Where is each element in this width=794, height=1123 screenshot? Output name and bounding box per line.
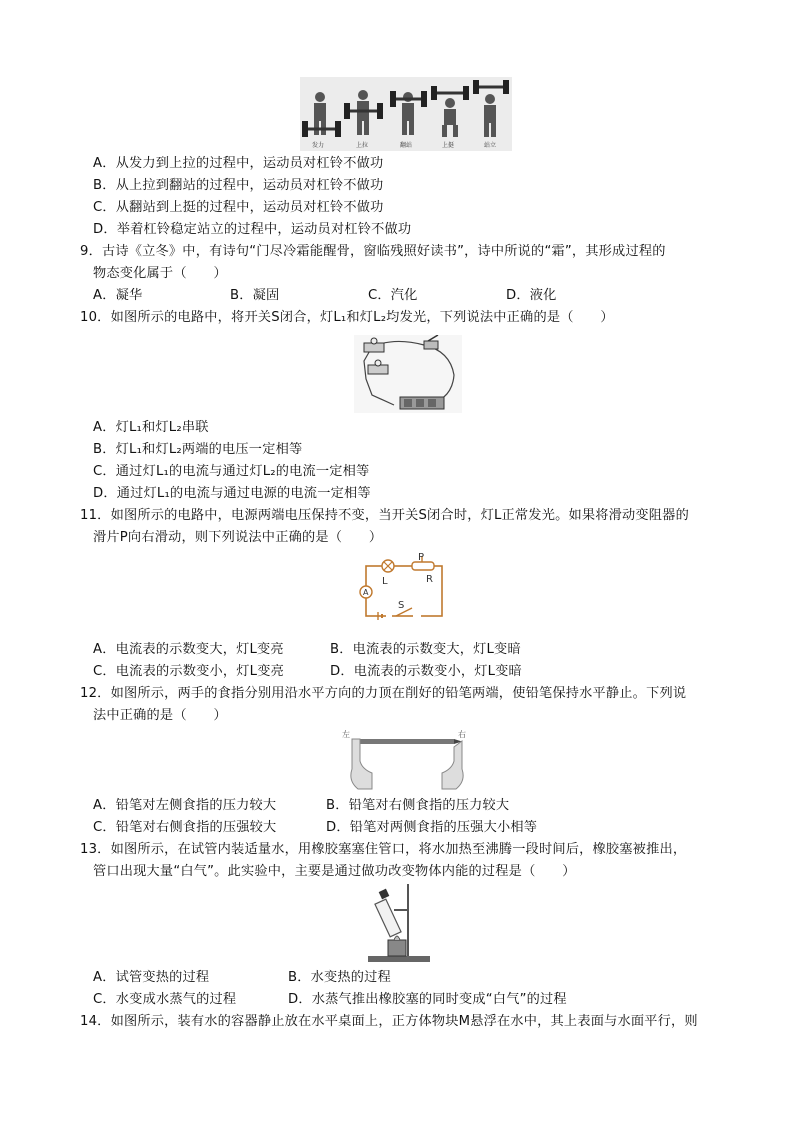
q10-stem: 10．如图所示的电路中，将开关S闭合，灯L₁和灯L₂均发光，下列说法中正确的是（ ） [80, 310, 614, 325]
q9-stem-line-1: 9．古诗《立冬》中，有诗句“门尽冷霜能醒骨，窗临残照好读书”，诗中所说的“霜”，其形成过程的 [80, 244, 666, 259]
q9-option-a: A．凝华 [93, 288, 143, 303]
q12-pencil-figure [338, 725, 472, 793]
fig-label-2: 上拉 [356, 142, 369, 149]
q8-option-d: D．举着杠铃稳定站立的过程中，运动员对杠铃不做功 [93, 222, 412, 237]
q11-circuit-figure [356, 552, 450, 624]
fig-label-5: 站立 [484, 142, 497, 149]
q12-stem-line-2: 法中正确的是（ ） [93, 708, 227, 723]
q10-option-c: C．通过灯L₁的电流与通过灯L₂的电流一定相等 [93, 464, 370, 479]
q13-option-d: D．水蒸气推出橡胶塞的同时变成“白气”的过程 [288, 992, 567, 1007]
label-r: R [426, 574, 433, 585]
q13-option-a: A．试管变热的过程 [93, 970, 210, 985]
q9-option-d: D．液化 [506, 288, 557, 303]
label-l: L [382, 576, 388, 587]
q11-option-b: B．电流表的示数变大，灯L变暗 [330, 642, 521, 657]
q8-option-a: A．从发力到上拉的过程中，运动员对杠铃不做功 [93, 156, 384, 171]
label-s: S [398, 600, 405, 611]
q13-stem-line-2: 管口出现大量“白气”。此实验中，主要是通过做功改变物体内能的过程是（ ） [93, 864, 576, 879]
q8-option-c: C．从翻站到上挺的过程中，运动员对杠铃不做功 [93, 200, 384, 215]
q9-option-c: C．汽化 [368, 288, 418, 303]
q12-option-a: A．铅笔对左侧食指的压力较大 [93, 798, 277, 813]
fig-label-4: 上挺 [442, 142, 455, 149]
q12-option-d: D．铅笔对两侧食指的压强大小相等 [326, 820, 538, 835]
label-right: 右 [458, 730, 466, 739]
q9-option-b: B．凝固 [230, 288, 280, 303]
q14-stem-line-1: 14．如图所示，装有水的容器静止放在水平桌面上，正方体物块M悬浮在水中，其上表面与水面平行，则 [80, 1014, 698, 1029]
label-a: A [363, 588, 369, 597]
label-p: P [418, 552, 425, 563]
fig-label-3: 翻站 [400, 142, 413, 149]
q11-option-a: A．电流表的示数变大，灯L变亮 [93, 642, 284, 657]
q11-stem-line-1: 11．如图所示的电路中，电源两端电压保持不变，当开关S闭合时，灯L正常发光。如果将滑动变阻器的 [80, 508, 689, 523]
q11-stem-line-2: 滑片P向右滑动，则下列说法中正确的是（ ） [93, 530, 383, 545]
q10-circuit-figure [354, 335, 462, 413]
q13-option-c: C．水变成水蒸气的过程 [93, 992, 237, 1007]
q13-test-tube-figure [364, 880, 438, 964]
q13-option-b: B．水变热的过程 [288, 970, 391, 985]
q12-stem-line-1: 12．如图所示，两手的食指分别用沿水平方向的力顶在削好的铅笔两端，使铅笔保持水平静止。下列说 [80, 686, 687, 701]
q10-option-b: B．灯L₁和灯L₂两端的电压一定相等 [93, 442, 303, 457]
q13-stem-line-1: 13．如图所示，在试管内装适量水，用橡胶塞塞住管口，将水加热至沸腾一段时间后，橡胶塞被推出， [80, 842, 687, 857]
q12-option-b: B．铅笔对右侧食指的压力较大 [326, 798, 510, 813]
q11-option-c: C．电流表的示数变小，灯L变亮 [93, 664, 284, 679]
q9-stem-line-2: 物态变化属于（ ） [93, 266, 227, 281]
q10-option-a: A．灯L₁和灯L₂串联 [93, 420, 209, 435]
q8-option-b: B．从上拉到翻站的过程中，运动员对杠铃不做功 [93, 178, 384, 193]
q12-option-c: C．铅笔对右侧食指的压强较大 [93, 820, 277, 835]
q11-option-d: D．电流表的示数变小，灯L变暗 [330, 664, 522, 679]
fig-label-1: 发力 [312, 142, 325, 149]
label-left: 左 [342, 730, 350, 739]
q10-option-d: D．通过灯L₁的电流与通过电源的电流一定相等 [93, 486, 371, 501]
weightlifting-figure [300, 77, 512, 151]
